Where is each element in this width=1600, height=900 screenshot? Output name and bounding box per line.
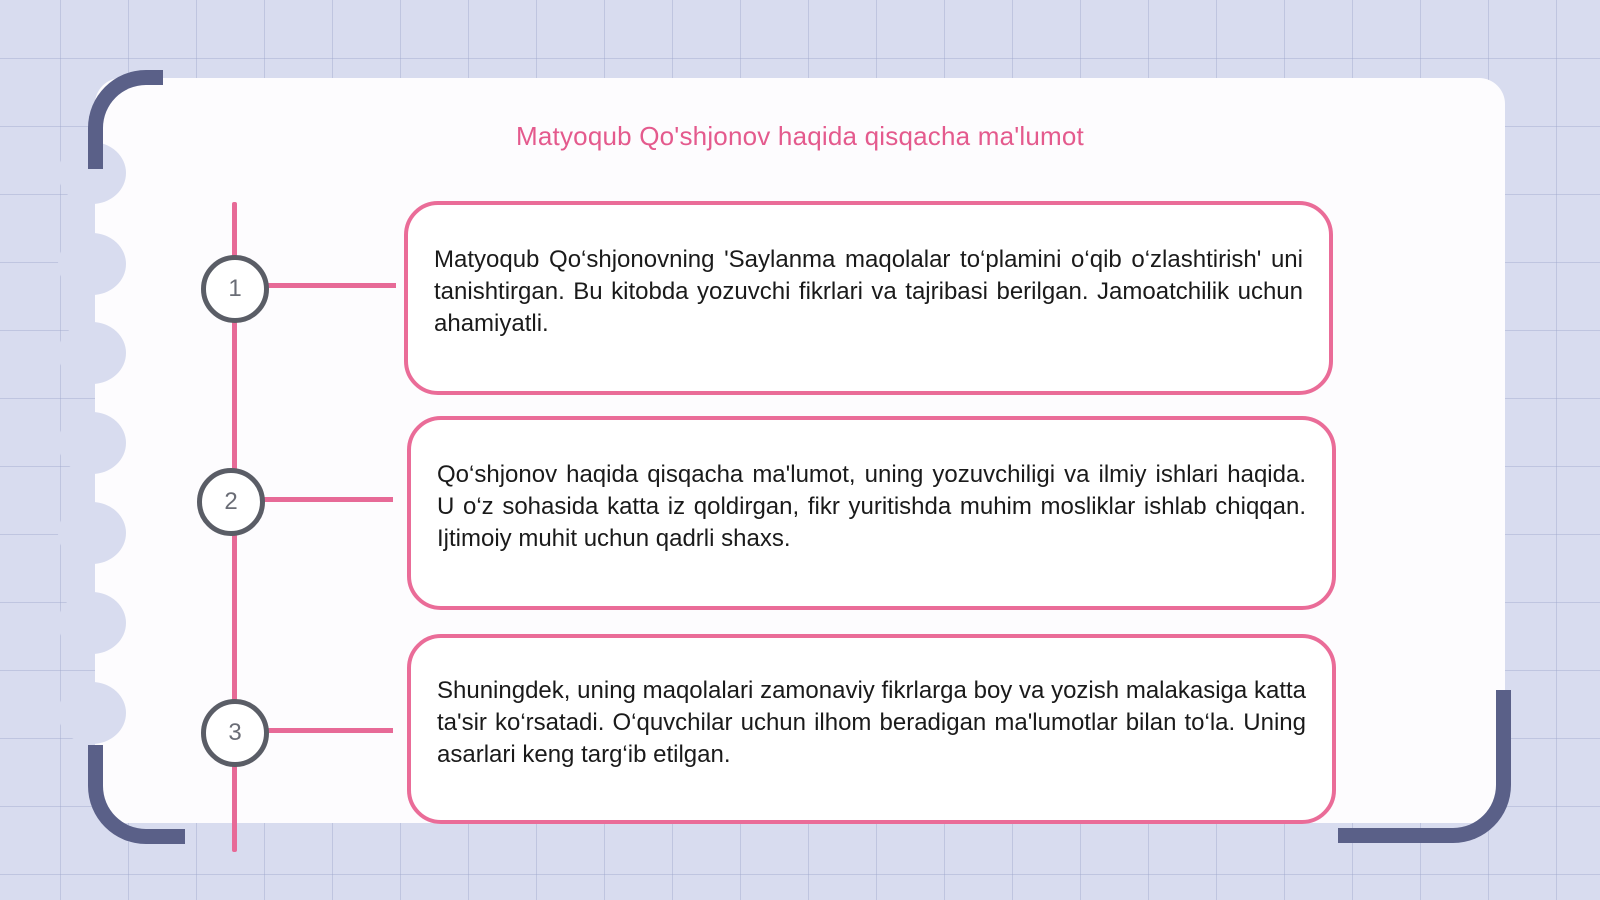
scallop-edge [58, 322, 126, 384]
info-text-2: Qo‘shjonov haqida qisqacha ma'lumot, uning yozuvchiligi va ilmiy ishlari haqida. U o‘z sohasida katta iz qoldirgan, fikr yuritishda muhim mosliklar ishlab chiqqan. Ijtimoiy muhit uchun qadrli shaxs. [437, 461, 1306, 552]
frame-corner-bottom-left [88, 745, 185, 844]
scallop-edge [58, 502, 126, 564]
slide-title: Matyoqub Qo'shjonov haqida qisqacha ma'lumot [516, 121, 1084, 151]
scallop-edge [58, 412, 126, 474]
info-text-1: Matyoqub Qo‘shjonovning 'Saylanma maqolalar to‘plamini o‘qib o‘zlashtirish' uni tanishtirgan. Bu kitobda yozuvchi fikrlari va tajribasi berilgan. Jamoatchilik uchun ahamiyatli. [434, 246, 1303, 337]
timeline-connector [260, 497, 393, 502]
scallop-edge [58, 682, 126, 744]
timeline-connector [264, 283, 396, 288]
scallop-edge [58, 233, 126, 295]
timeline-marker-3: 3 [201, 699, 269, 767]
timeline-connector [264, 728, 393, 733]
timeline-marker-2: 2 [197, 468, 265, 536]
info-box-1 [404, 201, 1333, 395]
info-text-3: Shuningdek, uning maqolalari zamonaviy fikrlarga boy va yozish malakasiga katta ta'sir ko‘rsatadi. O‘quvchilar uchun ilhom beradigan ma'lumotlar bilan to‘la. Uning asarlari keng targ‘ib etilgan. [437, 677, 1306, 768]
scallop-edge [58, 592, 126, 654]
frame-corner-bottom-right [1338, 690, 1511, 843]
timeline-marker-1: 1 [201, 255, 269, 323]
info-box-2 [407, 416, 1336, 610]
info-box-3 [407, 634, 1336, 824]
frame-corner-top-left [88, 70, 163, 169]
